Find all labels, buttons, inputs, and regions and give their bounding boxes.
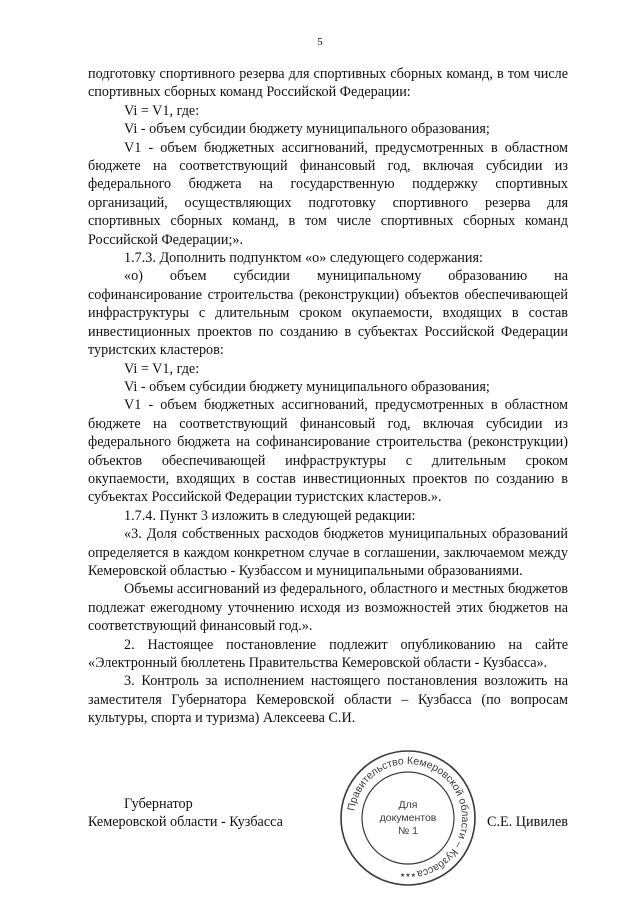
- stamp-stars: ★★★: [399, 872, 417, 879]
- signatory-title: [88, 795, 283, 832]
- paragraph: Объемы ассигнований из федерального, областного и местных бюджетов подлежат ежегодному уточнению исходя из возможностей этих бюджетов на соответствующий финансовый год.».: [88, 581, 568, 635]
- stamp-line-3: № 1: [397, 825, 419, 837]
- paragraph: подготовку спортивного резерва для спортивных сборных команд, в том числе спортивных сборных команд Российской Федерации:: [88, 66, 568, 101]
- stamp-ring-text: Правительство Кемеровской области – Кузбасса: [345, 754, 472, 881]
- paragraph: Vi - объем субсидии бюджету муниципального образования;: [124, 121, 490, 138]
- paragraph: «о) объем субсидии муниципальному образованию на софинансирование строительства (реконструкции) объектов обеспечивающей инфраструктуры с длительным сроком окупаемости, входящих в состав инвестиционных проектов по созданию в субъектах Российской Федерации туристских кластеров:: [88, 268, 568, 359]
- signatory-name: С.Е. Цивилев: [487, 814, 568, 830]
- signatory-position: Губернатор: [124, 796, 193, 812]
- paragraph: 2. Настоящее постановление подлежит опубликованию на сайте «Электронный бюллетень Правительства Кемеровской области - Кузбасса».: [88, 636, 568, 671]
- signatory-region: Кемеровской области - Кузбасса: [88, 814, 283, 831]
- official-stamp: [338, 748, 478, 888]
- stamp-line-2: документов: [379, 812, 437, 824]
- paragraph: V1 - объем бюджетных ассигнований, предусмотренных в областном бюджете на соответствующий финансовый год, включая субсидии из федерального бюджета на государственную поддержку спортивных организаций, осуществляющих подготовку спортивного резерва для спортивных сборных команд, в том числе спортивных сборных команд Российской Федерации;».: [88, 139, 568, 248]
- stamp-line-1: Для: [398, 799, 418, 811]
- paragraph: Vi = V1, где:: [124, 360, 200, 377]
- document-body: [88, 65, 568, 728]
- paragraph: 1.7.4. Пункт 3 изложить в следующей редакции:: [124, 507, 416, 524]
- paragraph: «3. Доля собственных расходов бюджетов муниципальных образований определяется в каждом конкретном случае в соглашении, заключаемом между Кемеровской областью - Кузбассом и муниципальными образованиями.: [88, 526, 568, 579]
- page-number: 5: [317, 36, 323, 48]
- paragraph: Vi - объем субсидии бюджету муниципального образования;: [124, 378, 490, 395]
- paragraph: V1 - объем бюджетных ассигнований, предусмотренных в областном бюджете на соответствующий финансовый год, включая субсидии из федерального бюджета на софинансирование строительства (реконструкции) объектов обеспечивающей инфраструктуры с длительным сроком окупаемости, входящих в состав инвестиционных проектов по созданию в субъектах Российской Федерации туристских кластеров.».: [88, 397, 568, 506]
- paragraph: 1.7.3. Дополнить подпунктом «о» следующего содержания:: [124, 250, 483, 267]
- paragraph: 3. Контроль за исполнением настоящего постановления возложить на заместителя Губернатора Кемеровской области – Кузбасса (по вопросам культуры, спорта и туризма) Алексеева С.И.: [88, 673, 568, 727]
- paragraph: Vi = V1, где:: [124, 102, 200, 119]
